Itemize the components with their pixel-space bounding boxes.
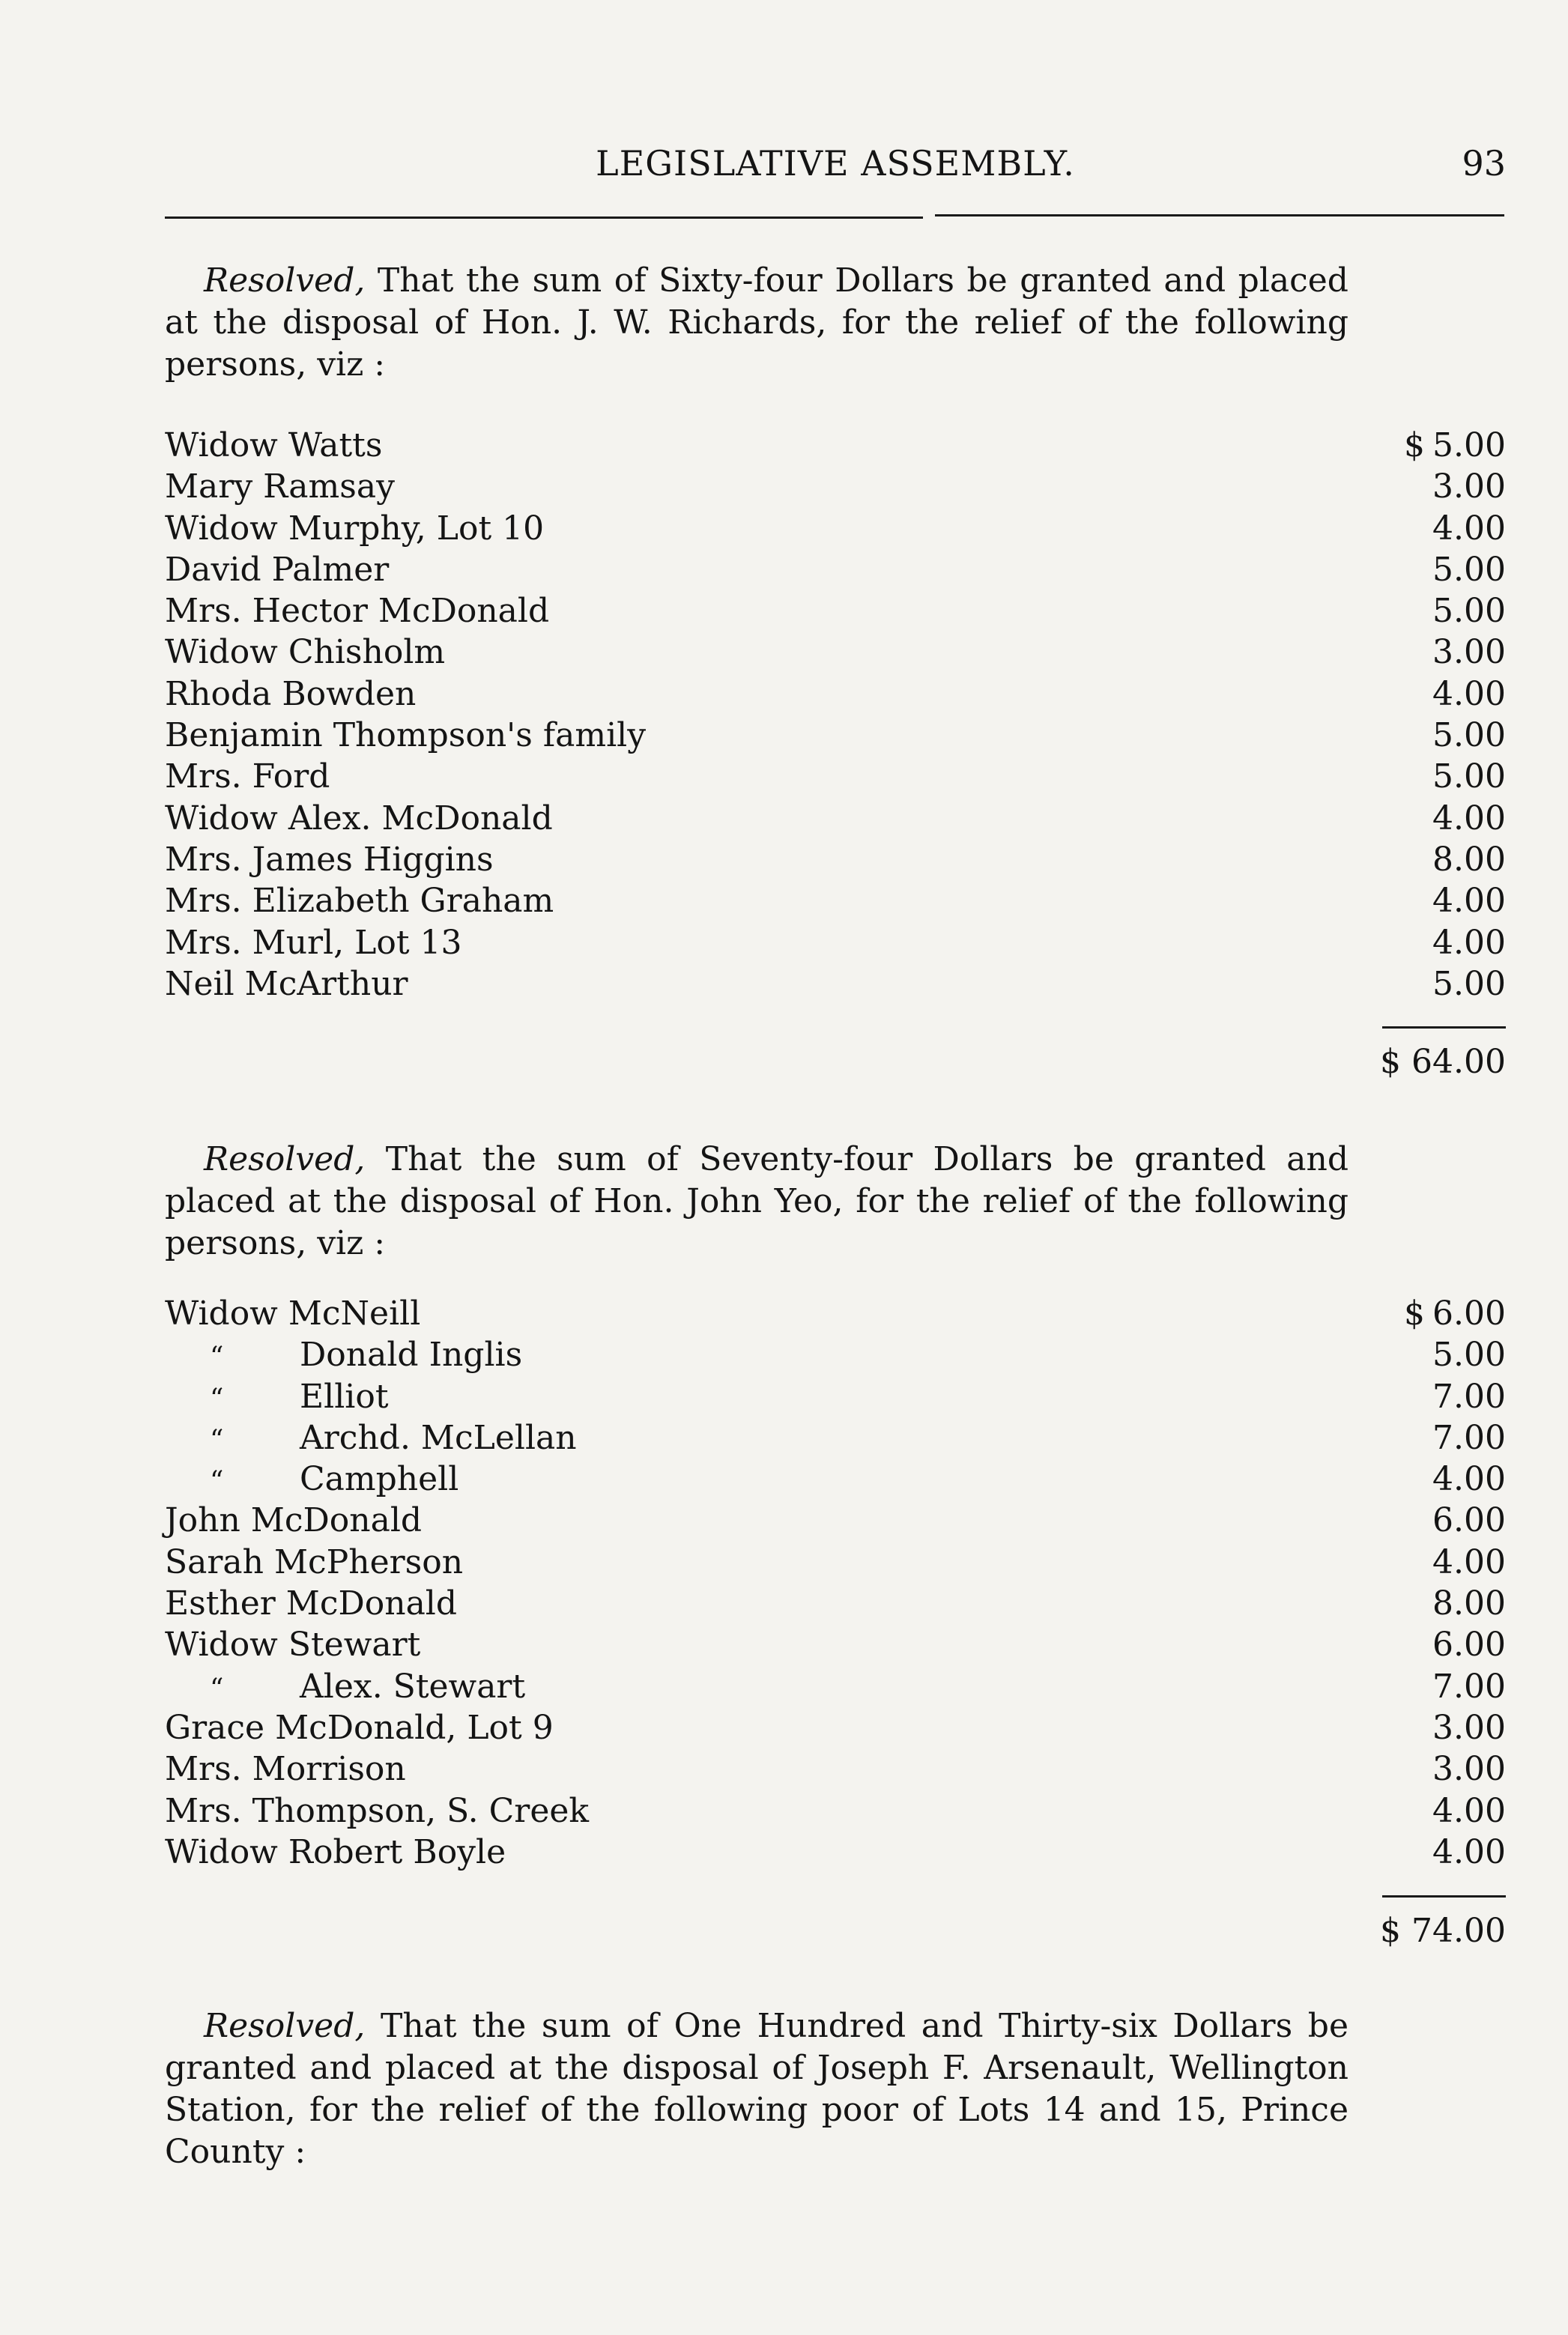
entry-amount: 5.00 (1432, 1336, 1506, 1375)
running-title: LEGISLATIVE ASSEMBLY. (596, 143, 1075, 184)
entry-name (165, 1293, 420, 1334)
resolution-text: That the sum of Seventy-four Dollars be granted and placed at the disposal of Hon. John Yeo, for the relief of the following persons, viz : (165, 1140, 1348, 1262)
entry-name (165, 1624, 420, 1665)
ledger-row (165, 1707, 1506, 1748)
entry-amount: 4.00 (1432, 882, 1506, 921)
ledger-row (165, 1376, 1506, 1417)
entry-name (165, 1334, 522, 1378)
ledger-row (165, 466, 1506, 507)
ledger-row (165, 632, 1506, 673)
entry-name (165, 1790, 589, 1832)
ledger-row (165, 798, 1506, 839)
entry-amount: 4.00 (1432, 674, 1506, 713)
total-amount: $ 74.00 (1380, 1912, 1506, 1950)
total-amount: $ 64.00 (1380, 1043, 1506, 1081)
entry-name (165, 880, 554, 921)
entry-amount: 7.00 (1432, 1667, 1506, 1706)
entry-name (165, 1707, 554, 1748)
resolved-lead: Resolved, (204, 1140, 366, 1178)
ditto-mark: “ (210, 1342, 224, 1373)
relief-list-1 (165, 425, 1506, 1005)
ledger-row (165, 1832, 1506, 1873)
entry-amount: 4.00 (1432, 1460, 1506, 1499)
resolution-paragraph-1 (165, 260, 1348, 386)
entry-amount: 6.00 (1432, 1294, 1506, 1333)
resolution-text: That the sum of Sixty-four Dollars be granted and placed at the disposal of Hon. J. W. Richards, for the relief of the following persons, viz : (165, 261, 1348, 384)
ledger-row (165, 1790, 1506, 1832)
entry-name-text: Widow Watts (165, 426, 383, 464)
entry-name (165, 1666, 525, 1709)
resolved-lead: Resolved, (204, 261, 366, 300)
entry-amount: 5.00 (1432, 964, 1506, 1003)
ledger-row (165, 549, 1506, 590)
entry-name (165, 1417, 577, 1461)
entry-name (165, 508, 544, 549)
ledger-row (165, 590, 1506, 632)
entry-name-text: Mrs. Elizabeth Graham (165, 882, 554, 921)
entry-name (165, 466, 395, 507)
ledger-row (165, 1748, 1506, 1790)
entry-name-text: Mary Ramsay (165, 467, 395, 506)
entry-amount: 4.00 (1432, 509, 1506, 548)
currency-symbol: $ (1404, 426, 1425, 464)
entry-amount: 8.00 (1432, 1584, 1506, 1623)
entry-name-text: Neil McArthur (165, 964, 408, 1003)
entry-amount: 3.00 (1432, 467, 1506, 506)
entry-name-text: Mrs. Ford (165, 757, 330, 796)
entry-name (165, 425, 382, 466)
entry-name (165, 756, 330, 797)
ledger-row (165, 1459, 1506, 1500)
entry-amount: 6.00 (1432, 1626, 1506, 1665)
entry-name (165, 1500, 422, 1541)
ditto-mark: “ (210, 1466, 224, 1497)
ledger-row (165, 508, 1506, 549)
entry-name (165, 673, 416, 715)
entry-amount: 3.00 (1432, 1708, 1506, 1747)
entry-name-text: Mrs. Thompson, S. Creek (165, 1791, 590, 1830)
entry-name-text: Elliot (300, 1377, 389, 1416)
currency-symbol: $ (1404, 1294, 1425, 1333)
entry-amount: 5.00 (1432, 592, 1506, 631)
entry-amount: 7.00 (1432, 1418, 1506, 1457)
ledger-row (165, 1624, 1506, 1665)
entry-name-text: Grace McDonald, Lot 9 (165, 1708, 554, 1747)
ledger-row (165, 756, 1506, 797)
entry-name (165, 1376, 389, 1420)
entry-name (165, 1748, 406, 1790)
entry-name-text: Widow Murphy, Lot 10 (165, 509, 545, 548)
entry-amount: 8.00 (1432, 840, 1506, 879)
entry-name-text: Mrs. James Higgins (165, 840, 494, 879)
ditto-mark: “ (210, 1673, 224, 1704)
entry-name-text: Mrs. Morrison (165, 1750, 406, 1789)
ledger-row (165, 1500, 1506, 1541)
entry-name-text: John McDonald (165, 1501, 423, 1540)
entry-name-text: Widow Stewart (165, 1626, 421, 1665)
entry-name-text: Widow McNeill (165, 1294, 421, 1333)
entry-name-text: Widow Alex. McDonald (165, 799, 553, 838)
entry-amount: 5.00 (1432, 716, 1506, 755)
entry-name (165, 715, 646, 756)
ledger-row (165, 1666, 1506, 1707)
header-rule-left (165, 216, 923, 219)
entry-name (165, 590, 549, 632)
entry-name-text: Benjamin Thompson's family (165, 716, 647, 755)
ledger-row (165, 425, 1506, 466)
entry-amount: 5.00 (1432, 550, 1506, 589)
entry-amount: 5.00 (1432, 426, 1506, 464)
entry-amount: 3.00 (1432, 1750, 1506, 1789)
resolved-lead: Resolved, (204, 2007, 366, 2045)
ledger-row (165, 673, 1506, 715)
header-rule-right (935, 214, 1504, 216)
entry-amount: 4.00 (1432, 1791, 1506, 1830)
ledger-row (165, 715, 1506, 756)
ledger-row (165, 1542, 1506, 1583)
entry-name-text: Archd. McLellan (300, 1418, 577, 1457)
entry-name (165, 1542, 463, 1583)
entry-name-text: Mrs. Murl, Lot 13 (165, 923, 462, 962)
entry-name (165, 839, 494, 880)
entry-name (165, 549, 389, 590)
ledger-row (165, 1334, 1506, 1375)
ledger-row (165, 839, 1506, 880)
entry-amount: 5.00 (1432, 757, 1506, 796)
ledger-row (165, 963, 1506, 1005)
entry-name (165, 922, 461, 963)
entry-name-text: Widow Robert Boyle (165, 1832, 506, 1871)
entry-name (165, 1459, 458, 1502)
entry-name-text: Esther McDonald (165, 1584, 458, 1623)
entry-name (165, 798, 553, 839)
entry-amount: 7.00 (1432, 1377, 1506, 1416)
ledger-row (165, 1583, 1506, 1624)
entry-amount: 4.00 (1432, 799, 1506, 838)
entry-name (165, 632, 445, 673)
ditto-mark: “ (210, 1424, 224, 1456)
ledger-row (165, 922, 1506, 963)
entry-name-text: Camphell (300, 1460, 459, 1499)
entry-name-text: Donald Inglis (300, 1336, 523, 1375)
entry-name (165, 1583, 457, 1624)
entry-name-text: David Palmer (165, 550, 390, 589)
running-header (165, 137, 1506, 190)
entry-amount: 3.00 (1432, 633, 1506, 672)
relief-list-2 (165, 1293, 1506, 1873)
entry-name-text: Rhoda Bowden (165, 674, 417, 713)
entry-amount: 6.00 (1432, 1501, 1506, 1540)
entry-name-text: Sarah McPherson (165, 1542, 464, 1581)
total-rule (1382, 1026, 1506, 1029)
resolution-text: That the sum of One Hundred and Thirty-six Dollars be granted and placed at the disposal of Joseph F. Arsenault, Wellington Station, for the relief of the following poor of Lots 14 and 15, Prince County : (165, 2007, 1348, 2171)
page-number: 93 (1462, 143, 1506, 184)
entry-amount: 4.00 (1432, 1832, 1506, 1871)
ledger-row (165, 880, 1506, 921)
entry-name-text: Alex. Stewart (300, 1667, 526, 1706)
entry-name-text: Widow Chisholm (165, 633, 446, 672)
resolution-paragraph-3 (165, 2005, 1348, 2173)
entry-amount: 4.00 (1432, 923, 1506, 962)
ledger-row (165, 1417, 1506, 1459)
entry-name-text: Mrs. Hector McDonald (165, 592, 550, 631)
ledger-row (165, 1293, 1506, 1334)
entry-amount: 4.00 (1432, 1542, 1506, 1581)
entry-name (165, 963, 408, 1005)
total-rule (1382, 1895, 1506, 1898)
resolution-paragraph-2 (165, 1139, 1348, 1265)
ditto-mark: “ (210, 1383, 224, 1414)
entry-name (165, 1832, 506, 1873)
